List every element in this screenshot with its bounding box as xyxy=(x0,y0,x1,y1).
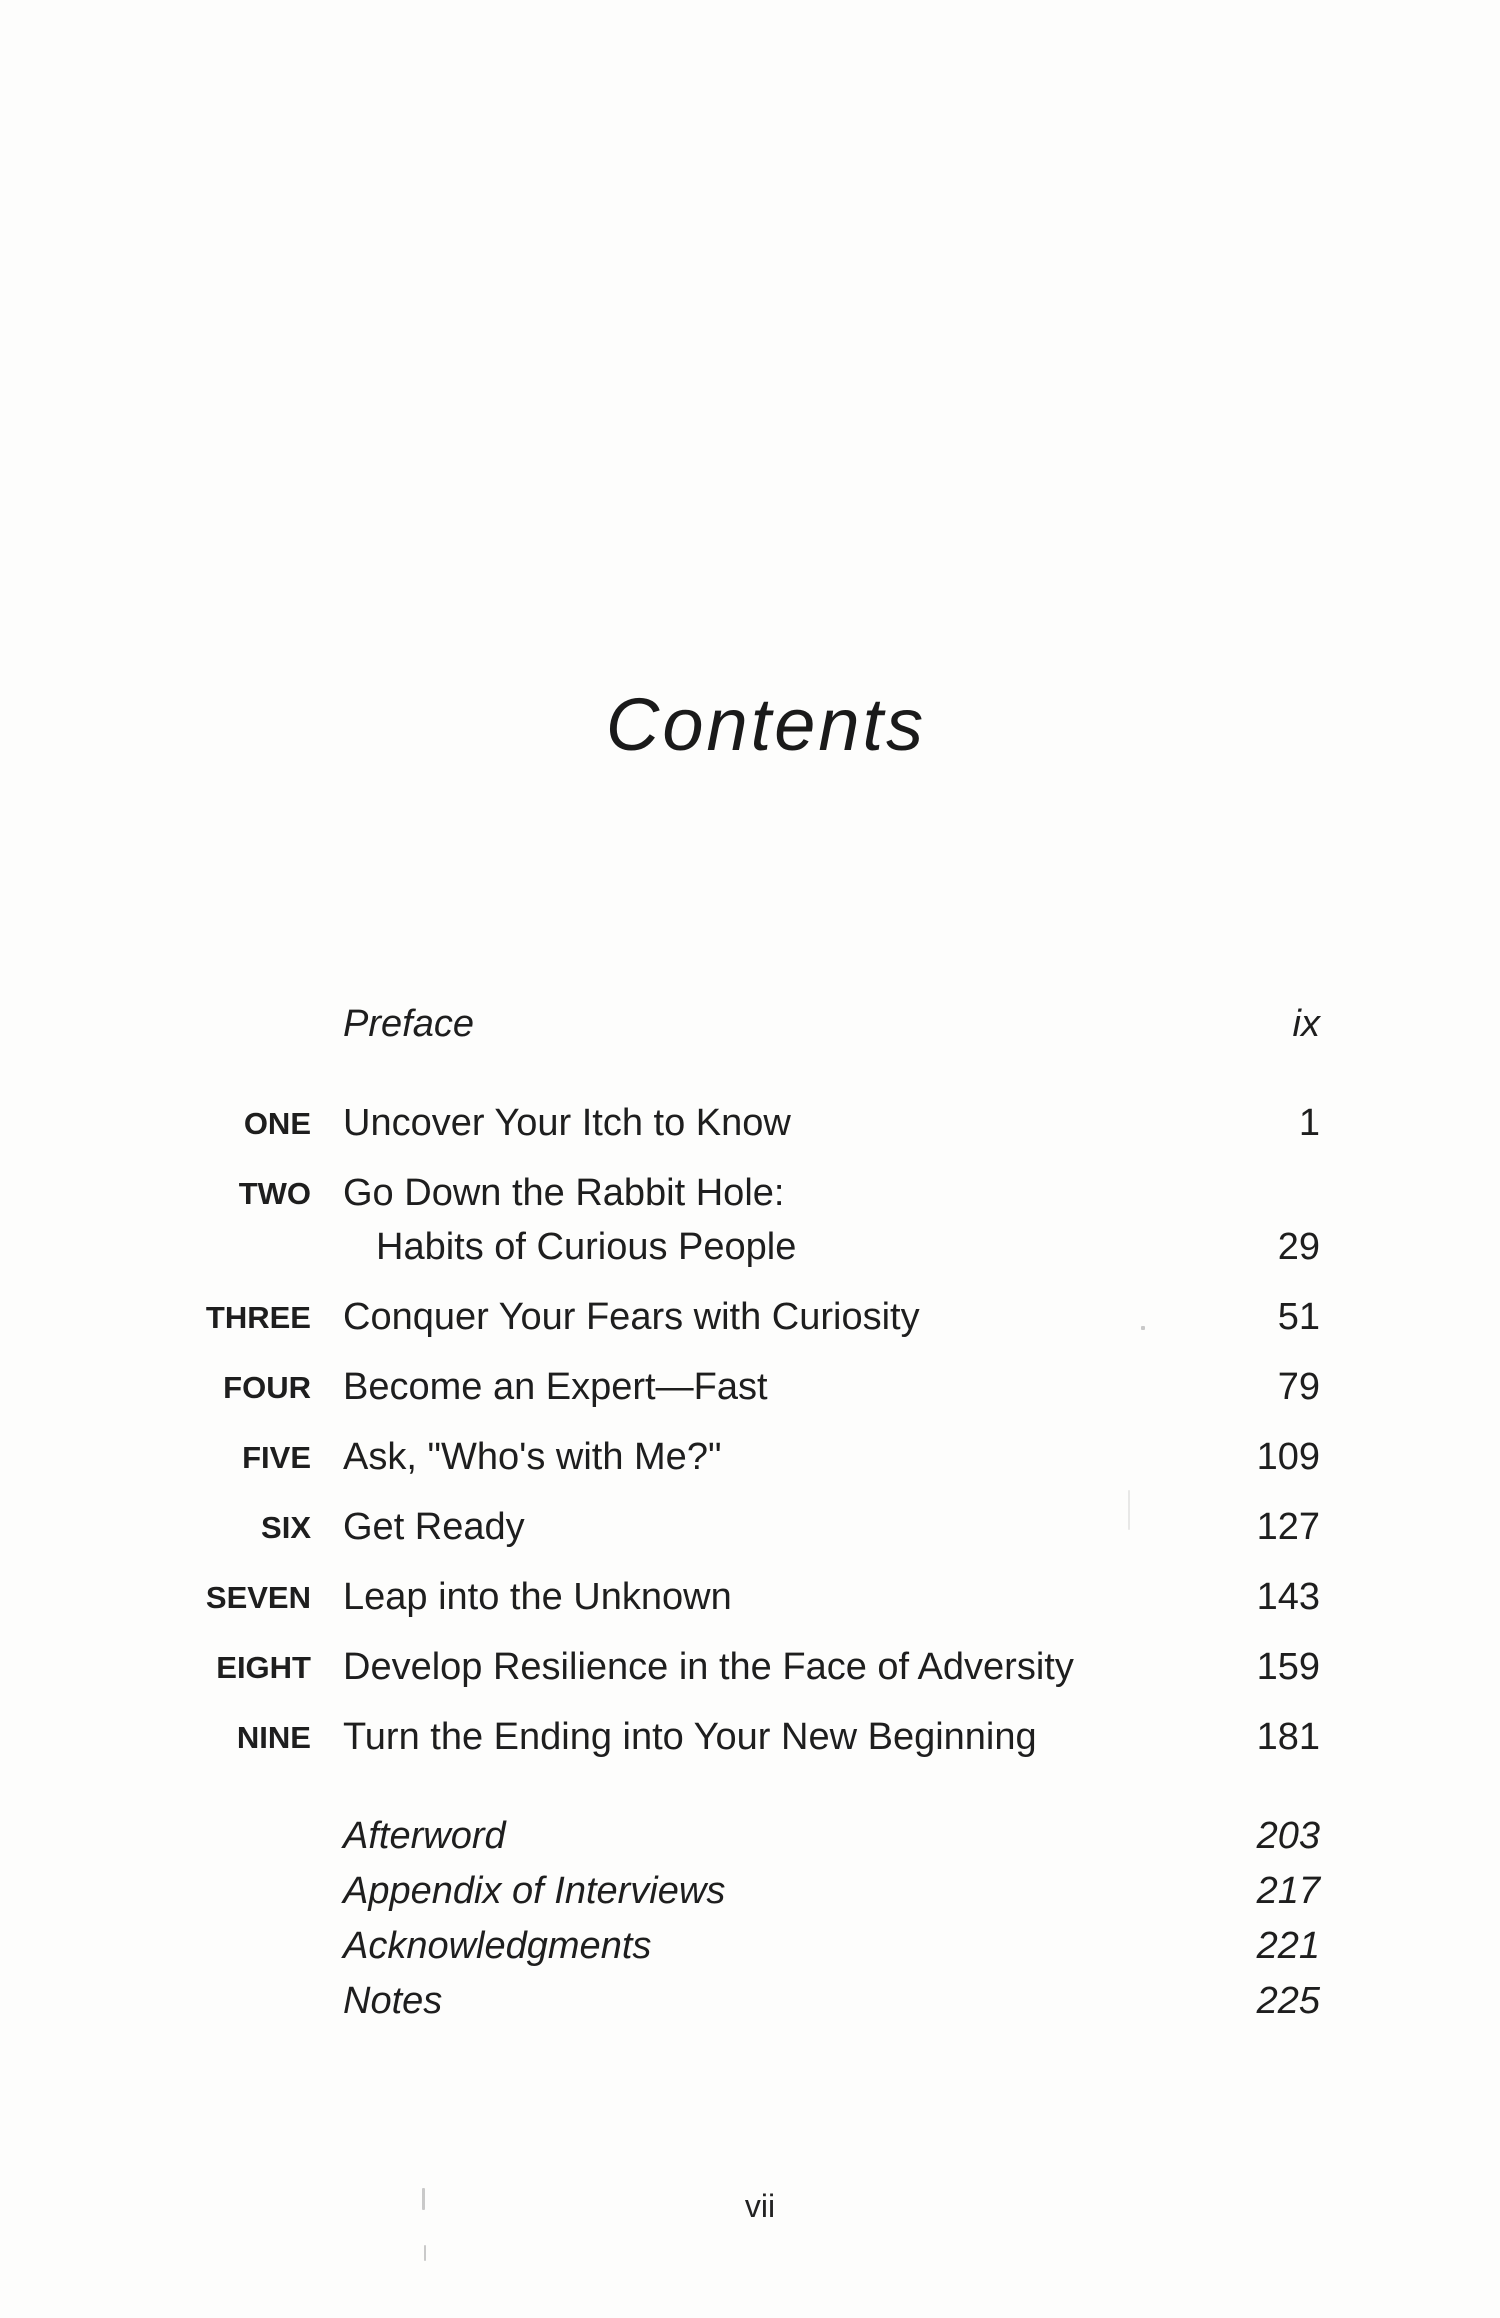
chapter-title: Conquer Your Fears with Curiosity xyxy=(343,1296,920,1338)
toc-back-matter-entry xyxy=(0,1815,1500,1875)
scan-speck xyxy=(424,2245,426,2261)
toc-entry-label: Preface xyxy=(343,1003,474,1045)
chapter-number: NINE xyxy=(236,1720,311,1755)
chapter-number: EIGHT xyxy=(216,1650,311,1685)
toc-chapter xyxy=(0,1172,1500,1292)
chapter-number: SEVEN xyxy=(205,1580,311,1615)
toc-chapter xyxy=(0,1102,1500,1162)
chapter-title: Go Down the Rabbit Hole: xyxy=(343,1172,785,1214)
toc-chapter xyxy=(0,1716,1500,1776)
back-matter-label: Acknowledgments xyxy=(343,1925,652,1967)
chapter-number: THREE xyxy=(205,1300,311,1335)
chapter-number: FIVE xyxy=(242,1440,311,1475)
back-matter-page: 217 xyxy=(1256,1870,1320,1912)
toc-chapter xyxy=(0,1576,1500,1636)
chapter-title: Become an Expert—Fast xyxy=(343,1366,768,1408)
chapter-number: SIX xyxy=(261,1510,311,1545)
chapter-page: 127 xyxy=(1256,1506,1320,1548)
toc-chapter xyxy=(0,1296,1500,1356)
chapter-page: 181 xyxy=(1256,1716,1320,1758)
chapter-title: Get Ready xyxy=(343,1506,525,1548)
toc-entry-preface xyxy=(0,1003,1500,1063)
toc-back-matter-entry xyxy=(0,1980,1500,2040)
scan-speck xyxy=(1128,1490,1130,1530)
chapter-title: Leap into the Unknown xyxy=(343,1576,732,1618)
toc-chapter xyxy=(0,1436,1500,1496)
chapter-title: Develop Resilience in the Face of Adversity xyxy=(343,1646,1074,1688)
chapter-title: Turn the Ending into Your New Beginning xyxy=(343,1716,1037,1758)
chapter-page: 109 xyxy=(1256,1436,1320,1478)
chapter-page: 143 xyxy=(1256,1576,1320,1618)
chapter-number: TWO xyxy=(238,1176,311,1211)
toc-back-matter-entry xyxy=(0,1925,1500,1985)
toc-chapter xyxy=(0,1366,1500,1426)
toc-entry-page: ix xyxy=(1292,1003,1320,1045)
toc-chapter xyxy=(0,1646,1500,1706)
chapter-page: 79 xyxy=(1277,1366,1320,1408)
chapter-number: FOUR xyxy=(223,1370,311,1405)
back-matter-page: 225 xyxy=(1256,1980,1320,2022)
chapter-page: 29 xyxy=(1277,1226,1320,1268)
chapter-title: Uncover Your Itch to Know xyxy=(343,1102,791,1144)
chapter-page: 1 xyxy=(1298,1102,1320,1144)
chapter-page: 159 xyxy=(1256,1646,1320,1688)
back-matter-page: 203 xyxy=(1256,1815,1320,1857)
toc-chapter xyxy=(0,1506,1500,1566)
chapter-title: Ask, "Who's with Me?" xyxy=(343,1436,722,1478)
page-folio: vii xyxy=(744,2188,776,2224)
toc-back-matter-entry xyxy=(0,1870,1500,1930)
back-matter-page: 221 xyxy=(1256,1925,1320,1967)
scan-speck xyxy=(1141,1326,1145,1330)
back-matter-label: Appendix of Interviews xyxy=(343,1870,726,1912)
chapter-number: ONE xyxy=(243,1106,311,1141)
chapter-subtitle: Habits of Curious People xyxy=(376,1226,797,1268)
back-matter-label: Afterword xyxy=(343,1815,506,1857)
chapter-page: 51 xyxy=(1277,1296,1320,1338)
scan-speck xyxy=(422,2188,425,2210)
back-matter-label: Notes xyxy=(343,1980,443,2022)
contents-title: Contents xyxy=(605,683,927,766)
